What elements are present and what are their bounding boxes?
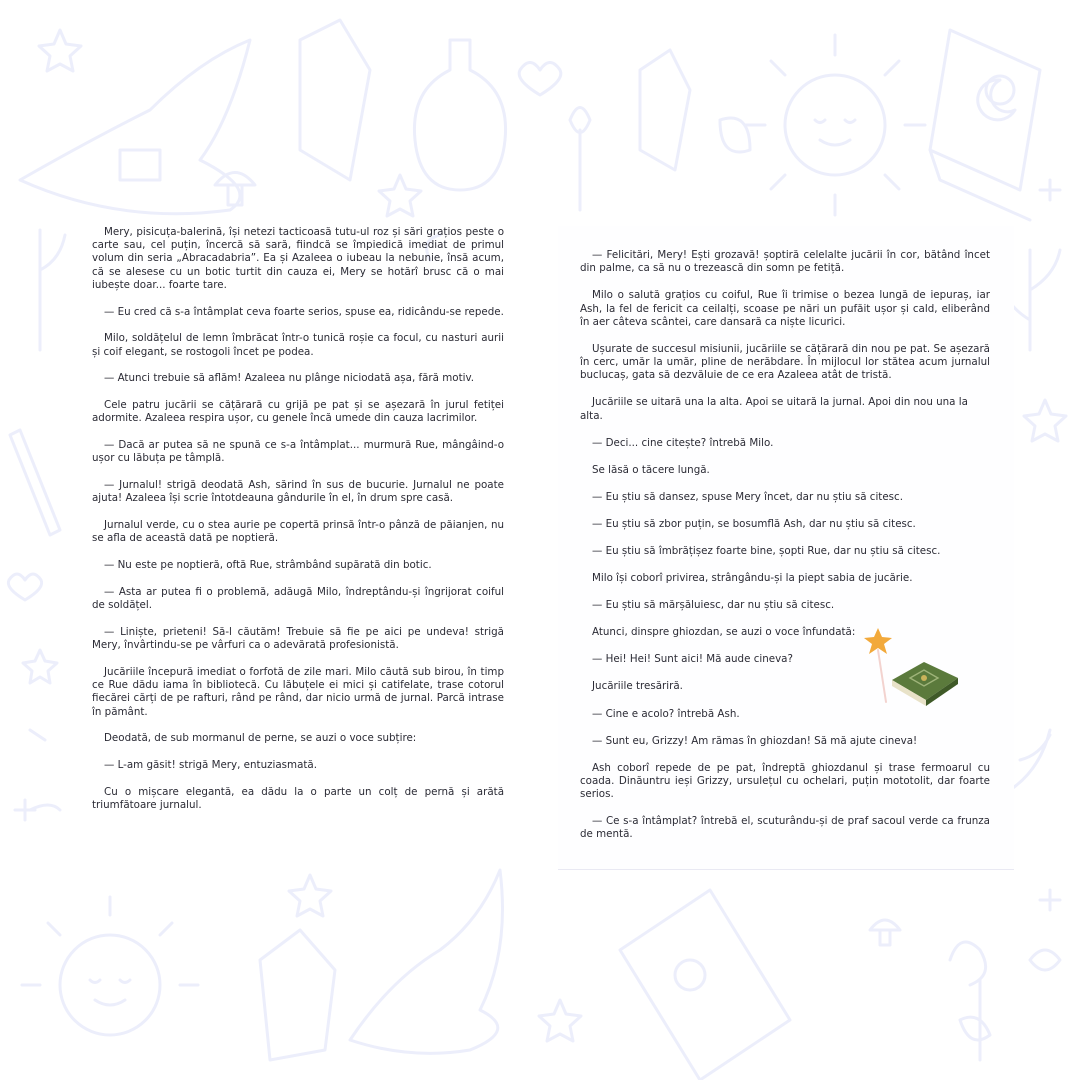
paragraph: — Eu cred că s-a întâmplat ceva foarte serios, spuse ea, ridicându-se repede.: [104, 305, 504, 318]
paragraph: Deodată, de sub mormanul de perne, se auzi o voce subțire:: [104, 732, 417, 745]
paragraph: — Liniște, prieteni! Să-l căutăm! Trebuie să fie pe aici pe undeva! strigă Mery, învârtindu-se pe vârfuri ca o adevărată profesionistă.: [92, 626, 504, 652]
paragraph: — Nu este pe noptieră, oftă Rue, strâmbând supărată din botic.: [104, 559, 432, 572]
paragraph: Jucăriile tresăriră.: [592, 680, 683, 693]
paragraph: — Atunci trebuie să aflăm! Azaleea nu plânge niciodată așa, fără motiv.: [104, 372, 475, 385]
paragraph: Cele patru jucării se cățărară cu grijă pe pat și se așezară în jurul fetiței adormite. Azaleea respira ușor, cu genele încă umede din cauza lacrimilor.: [92, 399, 504, 425]
paragraph: Milo o salută grațios cu coiful, Rue îi trimise o bezea lungă de iepuraș, iar Ash, la fel de fericit ca ceilalți, scoase pe nări un pufăit ușor și cald, eliberând în aer câteva scântei, care dansară ca niște licurici.: [580, 289, 990, 328]
star-icon: [39, 30, 81, 71]
paragraph: Jurnalul verde, cu o stea aurie pe copertă prinsă într-o pânză de păianjen, nu se afla de această dată pe noptieră.: [92, 519, 504, 545]
right-page-text: [580, 249, 990, 856]
paragraph: Atunci, dinspre ghiozdan, se auzi o voce înfundată:: [592, 626, 856, 639]
paragraph: — Jurnalul! strigă deodată Ash, sărind în sus de bucurie. Jurnalul ne poate ajuta! Azaleea își scrie întotdeauna gândurile în el, în drum spre casă.: [92, 479, 504, 505]
paragraph: Jucăriile se uitară una la alta. Apoi se uitară la jurnal. Apoi din nou una la alta.: [580, 396, 968, 422]
paragraph: — Eu știu să zbor puțin, se bosumflă Ash, dar nu știu să citesc.: [592, 517, 916, 530]
paragraph: — Sunt eu, Grizzy! Am rămas în ghiozdan! Să mă ajute cineva!: [592, 734, 918, 747]
sun-icon: [785, 75, 885, 175]
paragraph: — Cine e acolo? întrebă Ash.: [592, 707, 740, 720]
heart-icon: [519, 63, 561, 96]
paragraph: Jucăriile începură imediat o forfotă de zile mari. Milo căută sub birou, în timp ce Rue dădu iama în bibliotecă. Cu lăbuțele ei mici și catifelate, trase cotorul fiecărei cărți de pe rafturi, rând pe rând, dar nicio urmă de jurnal. Parcă intrase în pământ.: [92, 666, 504, 718]
paragraph: Cu o mișcare elegantă, ea dădu la o parte un colț de pernă și arătă triumfătoare jurnalul.: [92, 786, 504, 812]
paragraph: Milo își coborî privirea, strângându-și la piept sabia de jucărie.: [592, 572, 913, 585]
paragraph: — Deci... cine citește? întrebă Milo.: [592, 436, 774, 449]
paragraph: — Hei! Hei! Sunt aici! Mă aude cineva?: [592, 653, 793, 666]
paragraph: — Felicitări, Mery! Ești grozavă! șoptiră celelalte jucării în cor, bătând încet din palme, ca să nu o trezească din somn pe fetiță.: [580, 249, 990, 275]
paragraph: — L-am găsit! strigă Mery, entuziasmată.: [104, 759, 317, 772]
paragraph: Mery, pisicuța-balerină, își netezi tacticoasă tutu-ul roz și sări grațios peste o carte sau, cel puțin, încercă să sară, fiindcă se împiedică imediat de primul volum din seria „Abracadabria”. Ea și Azaleea o iubeau la nebunie, însă acum, că se alesese cu un botic turtit din cauza ei, Mery se hotărî brusc că o mai iubește doar... foarte tare.: [92, 226, 504, 291]
crystal-icon: [300, 20, 370, 180]
book-icon: [930, 30, 1040, 220]
flower-icon: [570, 108, 590, 211]
paragraph: Ash coborî repede de pe pat, îndreptă ghiozdanul și trase fermoarul cu coada. Dinăuntru ieși Grizzy, ursulețul cu ochelari, puțin mototolit, dar foarte serios.: [580, 761, 990, 801]
paragraph: Se lăsă o tăcere lungă.: [592, 463, 710, 476]
paragraph: — Ce s-a întâmplat? întrebă el, scuturându-și de praf sacoul verde ca frunza de mentă.: [580, 815, 990, 841]
left-page: [92, 226, 504, 826]
paragraph: — Eu știu să îmbrățișez foarte bine, șopti Rue, dar nu știu să citesc.: [592, 544, 941, 557]
mushroom-icon: [215, 173, 255, 206]
paragraph: — Eu știu să mărșăluiesc, dar nu știu să citesc.: [592, 599, 835, 612]
paragraph: — Eu știu să dansez, spuse Mery încet, dar nu știu să citesc.: [592, 490, 903, 503]
paragraph: Ușurate de succesul misiunii, jucăriile se cățărară din nou pe pat. Se așezară în cerc, umăr la umăr, pline de nerăbdare. În mijlocul lor stătea acum jurnalul buclucaș, gata să dezvăluie de ce era Azaleea atât de tristă.: [580, 342, 990, 382]
green-book-icon: [888, 656, 962, 710]
paragraph: Milo, soldățelul de lemn îmbrăcat într-o tunică roșie ca focul, cu nasturi aurii și coif elegant, se rostogoli încet pe podea.: [92, 332, 504, 358]
potion-bottle-icon: [414, 40, 505, 190]
paragraph: — Dacă ar putea să ne spună ce s-a întâmplat... murmură Rue, mângâind-o ușor cu lăbuța pe tâmplă.: [92, 439, 504, 465]
paragraph: — Asta ar putea fi o problemă, adăugă Milo, îndreptându-și îngrijorat coiful de soldățel.: [92, 586, 504, 612]
right-page: [558, 226, 1014, 870]
